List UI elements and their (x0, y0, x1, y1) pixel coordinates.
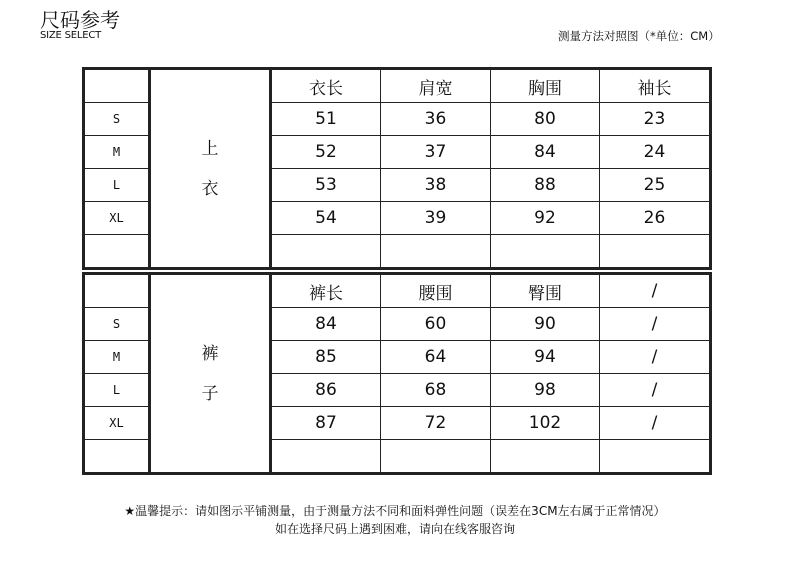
table-cell: 80 (491, 103, 600, 136)
column-header: 裤长 (271, 274, 381, 308)
empty-cell (381, 235, 491, 269)
page-subtitle: SIZE SELECT (40, 30, 102, 41)
table-cell: 84 (491, 136, 600, 169)
table-cell: 54 (271, 202, 381, 235)
column-header: / (600, 274, 711, 308)
table-cell: 88 (491, 169, 600, 202)
table-cell: 84 (271, 308, 381, 341)
category-char: 子 (201, 383, 219, 404)
table-cell: 60 (381, 308, 491, 341)
empty-cell (491, 440, 600, 474)
table-header-row (84, 69, 711, 103)
table-cell: 85 (271, 341, 381, 374)
table-cell: 94 (491, 341, 600, 374)
table-cell: 38 (381, 169, 491, 202)
table-cell: 72 (381, 407, 491, 440)
corner-cell (84, 69, 150, 103)
table-cell: 37 (381, 136, 491, 169)
column-header: 臀围 (491, 274, 600, 308)
size-label: S (84, 103, 150, 136)
corner-cell (84, 274, 150, 308)
page-title: 尺码参考 (40, 8, 120, 32)
table-cell: 52 (271, 136, 381, 169)
empty-cell (381, 440, 491, 474)
table-cell: 53 (271, 169, 381, 202)
empty-cell (84, 440, 150, 474)
top-size-table (82, 67, 712, 270)
category-cell (150, 69, 271, 269)
table-cell: 23 (600, 103, 711, 136)
bottom-size-table (82, 272, 712, 475)
category-char: 上 (201, 138, 219, 159)
table-cell: 36 (381, 103, 491, 136)
table-cell: / (600, 341, 711, 374)
empty-cell (84, 235, 150, 269)
table-cell: 86 (271, 374, 381, 407)
tip-line-2: 如在选择尺码上遇到困难，请向在线客服咨询 (274, 522, 515, 536)
tip-line-1: ★温馨提示：请如图示平铺测量，由于测量方法不同和面料弹性问题（误差在3CM左右属于正常情况） (124, 504, 666, 518)
table-cell: 24 (600, 136, 711, 169)
category-char: 衣 (201, 178, 219, 199)
table-cell: 102 (491, 407, 600, 440)
table-cell: 68 (381, 374, 491, 407)
table-cell: 64 (381, 341, 491, 374)
empty-cell (271, 235, 381, 269)
table-cell: 51 (271, 103, 381, 136)
table-header-row (84, 274, 711, 308)
table-cell: 26 (600, 202, 711, 235)
size-label: M (84, 341, 150, 374)
column-header: 衣长 (271, 69, 381, 103)
size-label: S (84, 308, 150, 341)
empty-cell (600, 440, 711, 474)
table-cell: / (600, 308, 711, 341)
category-cell (150, 274, 271, 474)
empty-cell (600, 235, 711, 269)
size-label: L (84, 169, 150, 202)
table-cell: 92 (491, 202, 600, 235)
table-cell: / (600, 407, 711, 440)
table-cell: 98 (491, 374, 600, 407)
category-char: 裤 (201, 343, 219, 364)
table-cell: 39 (381, 202, 491, 235)
table-cell: 90 (491, 308, 600, 341)
column-header: 腰围 (381, 274, 491, 308)
table-cell: / (600, 374, 711, 407)
size-label: XL (84, 407, 150, 440)
column-header: 袖长 (600, 69, 711, 103)
size-label: L (84, 374, 150, 407)
unit-note: 测量方法对照图（*单位：CM） (558, 29, 720, 43)
size-label: XL (84, 202, 150, 235)
empty-cell (491, 235, 600, 269)
column-header: 胸围 (491, 69, 600, 103)
column-header: 肩宽 (381, 69, 491, 103)
size-label: M (84, 136, 150, 169)
empty-cell (271, 440, 381, 474)
table-cell: 87 (271, 407, 381, 440)
table-cell: 25 (600, 169, 711, 202)
